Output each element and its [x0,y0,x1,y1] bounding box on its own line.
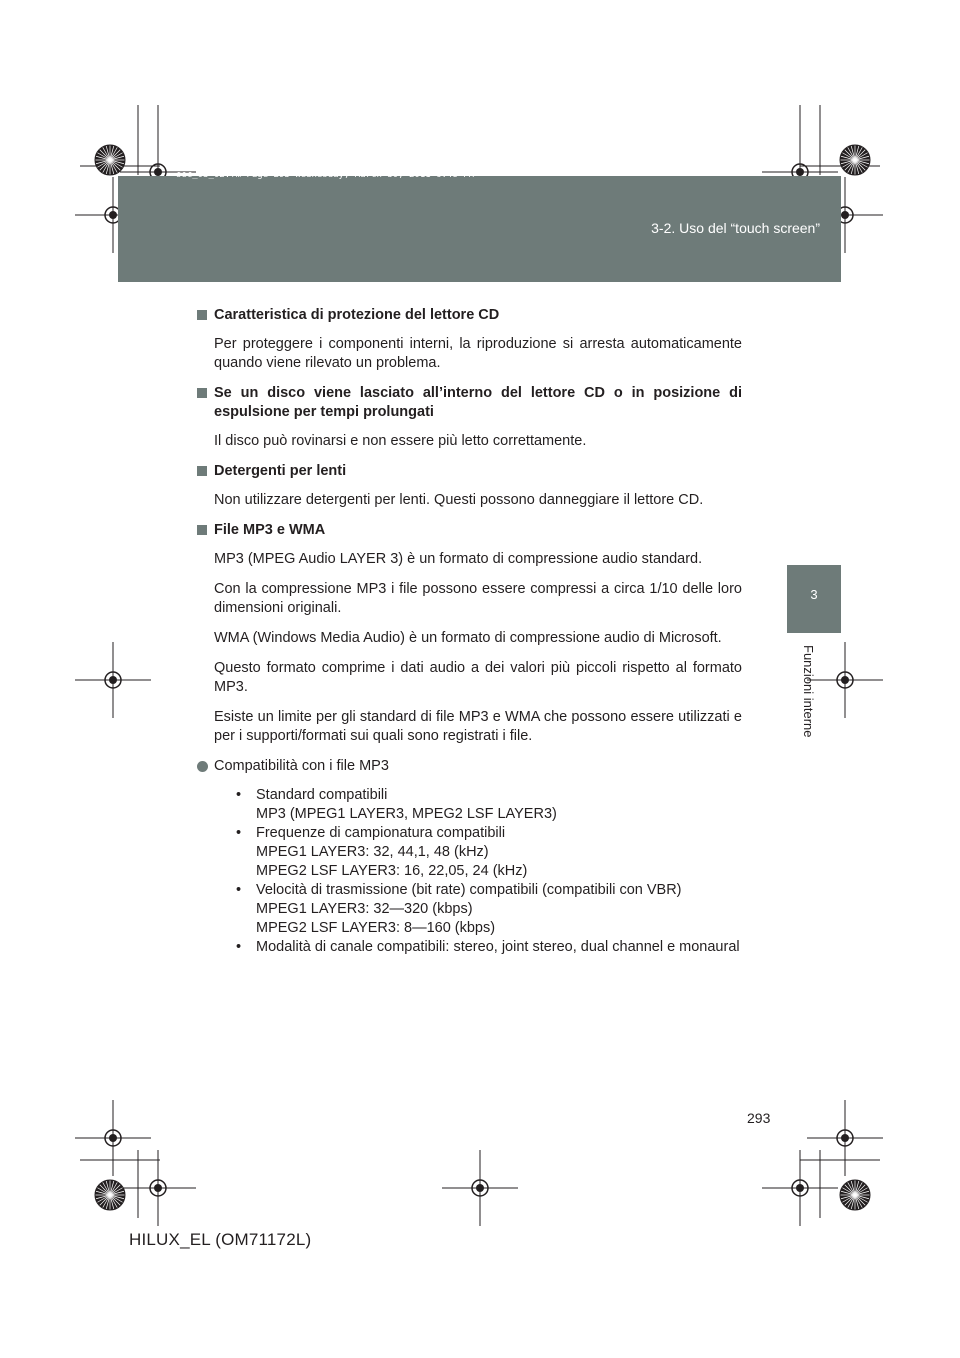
crosshair-mark-icon [75,1100,151,1176]
chapter-tab [787,565,841,633]
paragraph: Con la compressione MP3 i file possono essere compressi a circa 1/10 delle loro dimensioni originali. [214,581,742,616]
paragraph: WMA (Windows Media Audio) è un formato di compressione audio di Microsoft. [214,630,722,646]
paragraph: Non utilizzare detergenti per lenti. Questi possono danneggiare il lettore CD. [214,492,704,508]
chapter-number: 3 [810,587,818,602]
section-heading: Detergenti per lenti [214,462,742,481]
subsection-title: Compatibilità con i file MP3 [214,757,742,776]
square-bullet-icon [197,388,207,398]
file-info-line: sec_03_02.fm Page 293 Wednesday, March 30, 2011 6:48 PM [176,170,475,180]
square-bullet-icon [197,466,207,476]
registration-wheel-icon [95,145,125,175]
footer-model-code: HILUX_EL (OM71172L) [129,1230,312,1249]
main-content [214,306,742,957]
paragraph: Questo formato comprime i dati audio a dei valori più piccoli rispetto al formato MP3. [214,660,742,695]
crosshair-mark-icon [75,642,151,718]
section-heading: Caratteristica di protezione del lettore CD [214,306,742,325]
registration-wheel-icon [840,1180,870,1210]
section-heading: Se un disco viene lasciato all’interno del lettore CD o in posizione di espulsione per tempi prolungati [214,384,742,422]
list-item: • Standard compatibili MP3 (MPEG1 LAYER3, MPEG2 LSF LAYER3) [236,786,742,824]
paragraph: MP3 (MPEG Audio LAYER 3) è un formato di compressione audio standard. [214,551,703,567]
chapter-label: Funzioni interne [801,645,816,738]
list-item: • Modalità di canale compatibili: stereo, joint stereo, dual channel e monaural [236,938,742,957]
paragraph: Per proteggere i componenti interni, la riproduzione si arresta automaticamente quando viene rilevato un problema. [214,336,742,371]
chapter-label-container [787,645,816,775]
crosshair-mark-icon [807,642,883,718]
page-number: 293 [747,1110,771,1126]
crosshair-mark-icon [762,1150,838,1226]
section-heading: File MP3 e WMA [214,521,742,540]
square-bullet-icon [197,525,207,535]
crosshair-mark-icon [442,1150,518,1226]
list-item: • Frequenze di campionatura compatibili MPEG1 LAYER3: 32, 44,1, 48 (kHz) MPEG2 LSF LAYER3: 16, 22,05, 24 (kHz) [236,824,742,881]
square-bullet-icon [197,310,207,320]
registration-wheel-icon [95,1180,125,1210]
paragraph: Esiste un limite per gli standard di file MP3 e WMA che possono essere utilizzati e per i supporti/formati sui quali sono registrati i file. [214,709,742,744]
bullet-list [236,786,742,957]
paragraph: Il disco può rovinarsi e non essere più letto correttamente. [214,433,587,449]
crosshair-mark-icon [120,1150,196,1226]
crosshair-mark-icon [807,1100,883,1176]
circle-bullet-icon [197,761,208,772]
list-item: • Velocità di trasmissione (bit rate) compatibili (compatibili con VBR) MPEG1 LAYER3: 32—320 (kbps) MPEG2 LSF LAYER3: 8—160 (kbps) [236,881,742,938]
registration-wheel-icon [840,145,870,175]
section-title: 3-2. Uso del “touch screen” [651,220,820,236]
